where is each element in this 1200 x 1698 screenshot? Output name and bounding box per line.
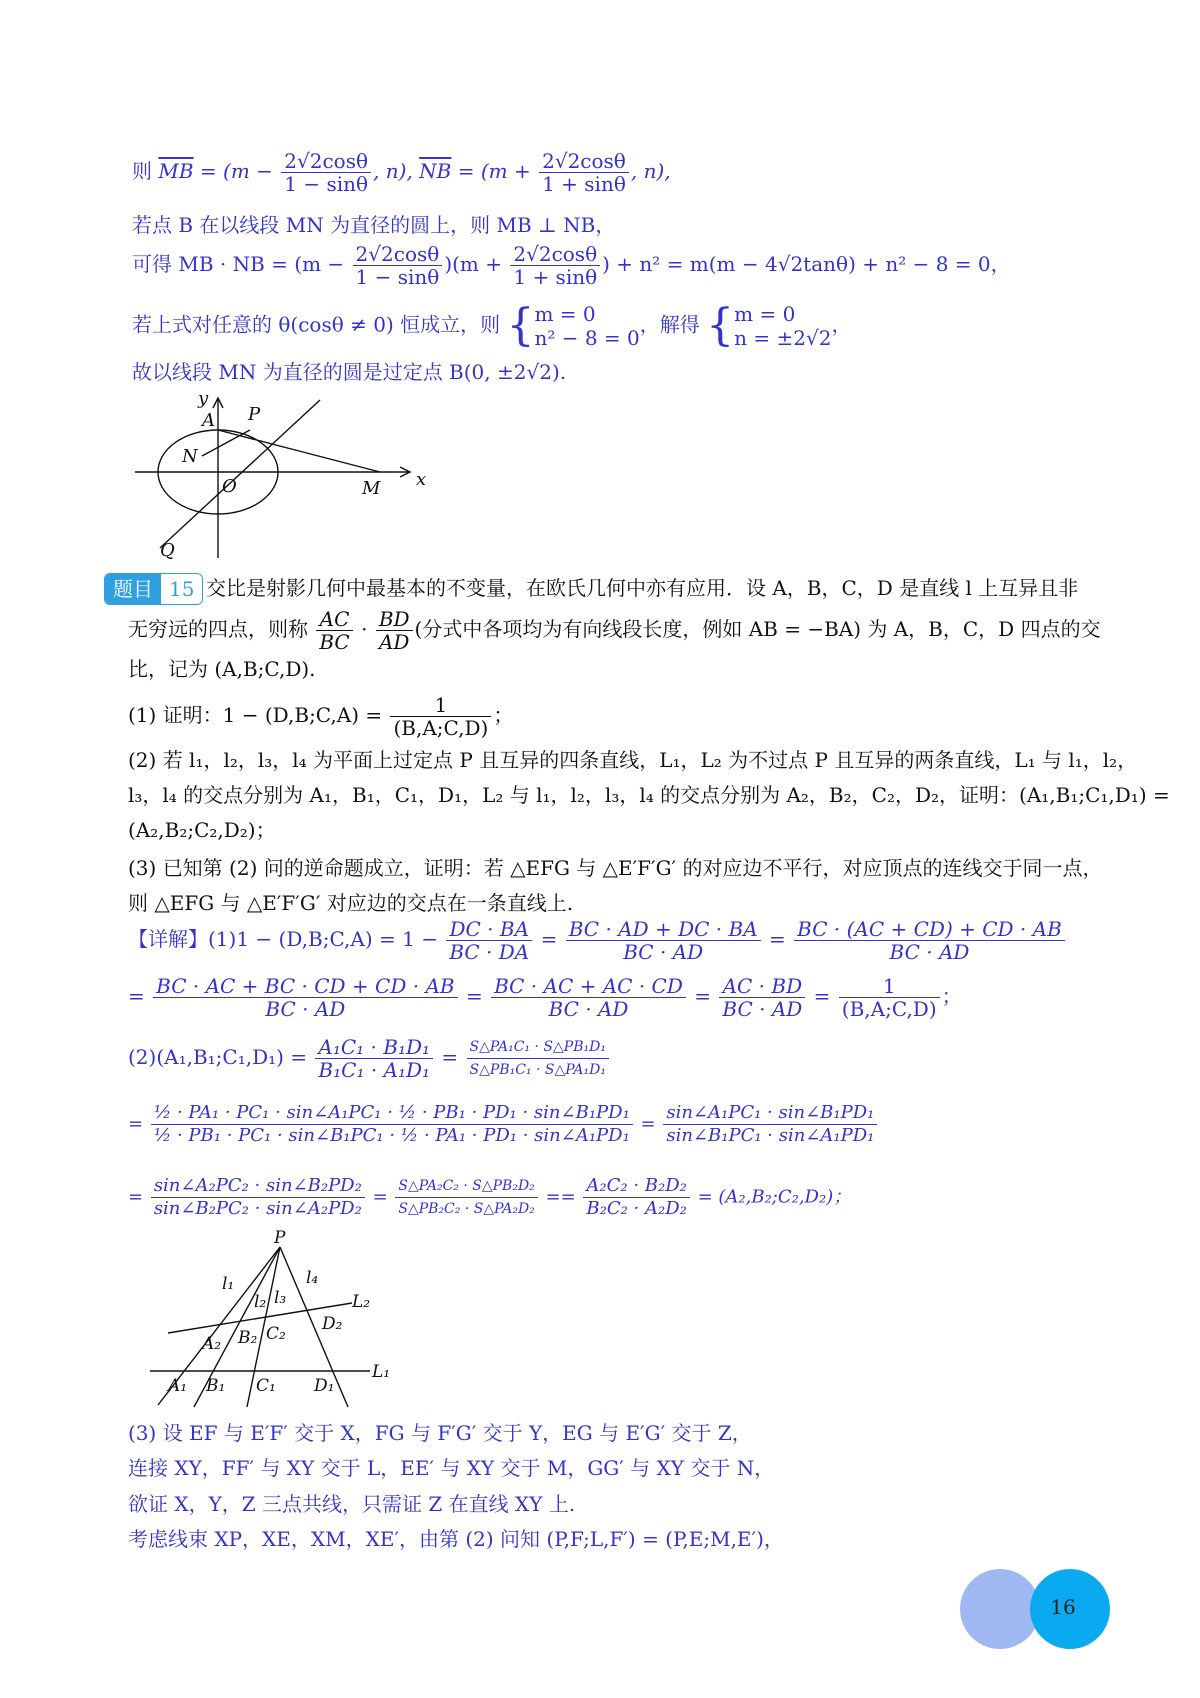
- text: =: [128, 1113, 149, 1135]
- fraction: [151, 1175, 365, 1220]
- label-L2: L₂: [352, 1292, 371, 1312]
- label-a: A: [202, 410, 215, 431]
- text: =: [128, 1186, 149, 1208]
- label-A2: A₂: [202, 1334, 222, 1354]
- numerator: 1: [839, 975, 940, 998]
- fraction: [467, 1036, 609, 1081]
- denominator: 1 − sinθ: [284, 172, 369, 196]
- ellipse-figure: [130, 390, 430, 560]
- text: ，: [831, 312, 852, 337]
- solution-line-vectors: [132, 150, 671, 195]
- text: (分式中各项均为有向线段长度，例如 AB = −BA) 为 A，B，C，D 四点的交: [414, 617, 1101, 641]
- vector-mb: $\overline{MB}$: [158, 159, 194, 183]
- denominator: BC · DA: [449, 940, 530, 964]
- fraction: [539, 150, 629, 195]
- label-D1: D₁: [314, 1376, 335, 1396]
- line-am: [218, 430, 380, 472]
- numerator: 2√2cosθ: [510, 243, 600, 266]
- label-P: P: [274, 1228, 286, 1248]
- text: =: [128, 984, 152, 1008]
- case-3: m = 0: [734, 302, 796, 326]
- case-1: m = 0: [534, 302, 596, 326]
- numerator: ½ · PA₁ · PC₁ · sin∠A₁PC₁ · ½ · PB₁ · PD₁ · sin∠B₁PD₁: [151, 1102, 633, 1125]
- solution-step-3-line-3: 欲证 X，Y，Z 三点共线，只需证 Z 在直线 XY 上.: [128, 1492, 576, 1516]
- solution-line-dot-product: [132, 243, 1011, 288]
- denominator: 1 + sinθ: [513, 265, 598, 289]
- numerator: A₁C₁ · B₁D₁: [315, 1036, 433, 1059]
- label-D2: D₂: [322, 1314, 343, 1334]
- fraction: [491, 975, 686, 1020]
- text: = (A₂,B₂;C₂,D₂)；: [691, 1186, 852, 1208]
- text: ==: [539, 1186, 582, 1208]
- label-x: x: [416, 469, 427, 490]
- denominator: BC · AD: [722, 997, 803, 1021]
- label-A1: A₁: [168, 1376, 188, 1396]
- denominator: BC · AD: [623, 940, 704, 964]
- label-o: O: [222, 476, 237, 497]
- denominator: BC · AD: [548, 997, 629, 1021]
- denominator: AD: [378, 630, 410, 654]
- fraction: [566, 918, 761, 963]
- text: ，解得: [639, 312, 700, 337]
- question-2-line-3: (A₂,B₂;C₂,D₂)；: [128, 818, 276, 842]
- problem-line-2: [128, 608, 1101, 653]
- denominator: sin∠B₁PC₁ · sin∠A₁PD₁: [666, 1125, 875, 1146]
- label-C1: C₁: [256, 1376, 276, 1396]
- question-3-line-1: (3) 已知第 (2) 问的逆命题成立，证明：若 △EFG 与 △E′F′G′ 的对应边不平行，对应顶点的连线交于同一点，: [128, 856, 1103, 880]
- label-y: y: [198, 390, 209, 409]
- denominator: B₁C₁ · A₁D₁: [318, 1058, 431, 1082]
- denominator: S△PB₁C₁ · S△PA₁D₁: [469, 1062, 606, 1078]
- denominator: ½ · PB₁ · PC₁ · sin∠B₁PC₁ · ½ · PA₁ · PD₁ · sin∠A₁PD₁: [153, 1125, 630, 1146]
- denominator: BC · AD: [265, 997, 346, 1021]
- text: =: [687, 984, 718, 1008]
- fraction: [583, 1175, 689, 1220]
- solution-step-1: [128, 918, 1067, 963]
- numerator: BD: [376, 608, 413, 631]
- label-n: N: [182, 446, 198, 467]
- label-m: M: [362, 478, 381, 499]
- numerator: BC · AC + AC · CD: [491, 975, 686, 998]
- numerator: AC: [316, 608, 352, 631]
- problem-line-1: 交比是射影几何中最基本的不变量，在欧氏几何中亦有应用．设 A，B，C，D 是直线 l 上互异且非: [206, 576, 1079, 600]
- label-L1: L₁: [372, 1362, 391, 1382]
- fraction: [281, 150, 371, 195]
- fraction: [839, 975, 940, 1020]
- text: 则: [132, 159, 159, 183]
- vector-nb: $\overline{NB}$: [419, 159, 452, 183]
- numerator: BC · AC + BC · CD + CD · AB: [153, 975, 457, 998]
- text: =: [762, 927, 793, 951]
- denominator: sin∠B₂PC₂ · sin∠A₂PD₂: [153, 1198, 362, 1219]
- page-badge-circle-light: [960, 1569, 1040, 1649]
- page-number: 16: [1050, 1595, 1076, 1619]
- case-2: n² − 8 = 0: [534, 326, 640, 350]
- text: , n),: [630, 159, 671, 183]
- denominator: B₂C₂ · A₂D₂: [586, 1198, 687, 1219]
- label-p: P: [248, 404, 261, 425]
- numerator: S△PA₂C₂ · S△PB₂D₂: [395, 1175, 537, 1198]
- text: = (m +: [451, 159, 531, 183]
- label-l1: l₁: [222, 1274, 235, 1294]
- text: (1) 证明：1 − (D,B;C,A) =: [128, 703, 383, 727]
- text: =: [534, 927, 564, 951]
- numerator: A₂C₂ · B₂D₂: [583, 1175, 689, 1198]
- text: 【详解】(1)1 − (D,B;C,A) = 1 −: [128, 927, 438, 951]
- question-3-line-2: 则 △EFG 与 △E′F′G′ 对应边的交点在一条直线上.: [128, 891, 574, 915]
- text: )(m +: [444, 252, 502, 276]
- solution-step-3-line-4: 考虑线束 XP，XE，XM，XE′，由第 (2) 问知 (P,F;L,F′) = (P,E;M,E′)，: [128, 1527, 784, 1551]
- solution-step-3-line-2: 连接 XY，FF′ 与 XY 交于 L，EE′ 与 XY 交于 M，GG′ 与 XY 交于 N，: [128, 1456, 775, 1480]
- text: 无穷远的四点，则称: [128, 617, 308, 641]
- solution-line-system: [132, 302, 851, 350]
- fraction: [151, 1102, 633, 1147]
- text: , n),: [373, 159, 420, 183]
- text: ；: [941, 984, 962, 1008]
- text: 若上式对任意的 θ(cosθ ≠ 0) 恒成立，则: [132, 312, 501, 337]
- text: =: [807, 984, 837, 1008]
- fraction: [663, 1102, 877, 1147]
- solution-step-3-line-1: (3) 设 EF 与 E′F′ 交于 X，FG 与 F′G′ 交于 Y，EG 与 E′G′ 交于 Z，: [128, 1421, 752, 1445]
- label-B2: B₂: [238, 1328, 258, 1348]
- segment-np: [202, 430, 250, 456]
- label-l2: l₂: [254, 1292, 267, 1312]
- label-l3: l₃: [274, 1288, 287, 1308]
- text: =: [459, 984, 490, 1008]
- numerator: S△PA₁C₁ · S△PB₁D₁: [467, 1036, 609, 1059]
- problem-tag: [104, 573, 203, 605]
- denominator: BC: [319, 630, 350, 654]
- numerator: 1: [390, 694, 491, 717]
- line-pq: [160, 400, 320, 548]
- denominator: 1 − sinθ: [355, 265, 440, 289]
- denominator: 1 + sinθ: [542, 172, 626, 196]
- numerator: DC · BA: [446, 918, 532, 941]
- solution-step-2b: [128, 1102, 879, 1147]
- tag-label: 题目: [105, 574, 161, 604]
- numerator: sin∠A₂PC₂ · sin∠B₂PD₂: [151, 1175, 365, 1198]
- denominator: (B,A;C,D): [841, 997, 937, 1021]
- label-C2: C₂: [266, 1324, 286, 1344]
- text: ；: [493, 703, 514, 727]
- problem-line-3: 比，记为 (A,B;C,D).: [128, 657, 316, 681]
- label-B1: B₁: [206, 1376, 226, 1396]
- fraction: [315, 1036, 433, 1081]
- question-2-line-2: l₃，l₄ 的交点分别为 A₁，B₁，C₁，D₁，L₂ 与 l₁，l₂，l₃，l₄ 的交点分别为 A₂，B₂，C₂，D₂，证明：(A₁,B₁;C₁,D₁) =: [128, 783, 1170, 807]
- numerator: BC · (AC + CD) + CD · AB: [794, 918, 1065, 941]
- fraction: [353, 243, 443, 288]
- fraction: [390, 694, 491, 739]
- numerator: sin∠A₁PC₁ · sin∠B₁PD₁: [663, 1102, 877, 1125]
- fraction: [446, 918, 532, 963]
- equation-solution: {m = 0 n = ±2√2: [706, 300, 832, 351]
- case-4: n = ±2√2: [734, 326, 832, 350]
- pencil-lines-figure: [130, 1225, 400, 1415]
- fraction: [510, 243, 600, 288]
- solution-line-conclusion: 故以线段 MN 为直径的圆是过定点 B(0, ±2√2).: [132, 360, 567, 384]
- denominator: BC · AD: [889, 940, 970, 964]
- text: ) + n² = m(m − 4√2tanθ) + n² − 8 = 0，: [602, 252, 1011, 276]
- fraction: [719, 975, 805, 1020]
- fraction: [316, 608, 352, 653]
- fraction: [376, 608, 413, 653]
- text: 可得 MB · NB = (m −: [132, 252, 345, 276]
- equation-system: {m = 0 n² − 8 = 0: [506, 300, 640, 351]
- fraction: [794, 918, 1065, 963]
- solution-step-1b: [128, 975, 962, 1020]
- numerator: 2√2cosθ: [353, 243, 443, 266]
- fraction: [395, 1175, 537, 1220]
- solution-step-2c: [128, 1175, 851, 1220]
- label-l4: l₄: [306, 1268, 319, 1288]
- numerator: AC · BD: [719, 975, 805, 998]
- numerator: BC · AD + DC · BA: [566, 918, 761, 941]
- text: =: [634, 1113, 662, 1135]
- tag-number: 15: [161, 574, 202, 604]
- question-1: [128, 694, 513, 739]
- denominator: (B,A;C,D): [393, 716, 489, 740]
- text: =: [366, 1186, 394, 1208]
- denominator: S△PB₂C₂ · S△PA₂D₂: [398, 1201, 535, 1217]
- solution-line-circle: 若点 B 在以线段 MN 为直径的圆上，则 MB ⊥ NB，: [132, 213, 616, 237]
- text: = (m −: [193, 159, 273, 183]
- numerator: 2√2cosθ: [281, 150, 371, 173]
- text: =: [435, 1045, 465, 1069]
- label-q: Q: [160, 540, 175, 560]
- numerator: 2√2cosθ: [539, 150, 629, 173]
- text: ·: [354, 617, 374, 641]
- fraction: [153, 975, 457, 1020]
- question-2-line-1: (2) 若 l₁，l₂，l₃，l₄ 为平面上过定点 P 且互异的四条直线，L₁，L₂ 为不过点 P 且互异的两条直线，L₁ 与 l₁，l₂，: [128, 748, 1138, 772]
- solution-step-2: [128, 1036, 611, 1081]
- text: (2)(A₁,B₁;C₁,D₁) =: [128, 1045, 308, 1069]
